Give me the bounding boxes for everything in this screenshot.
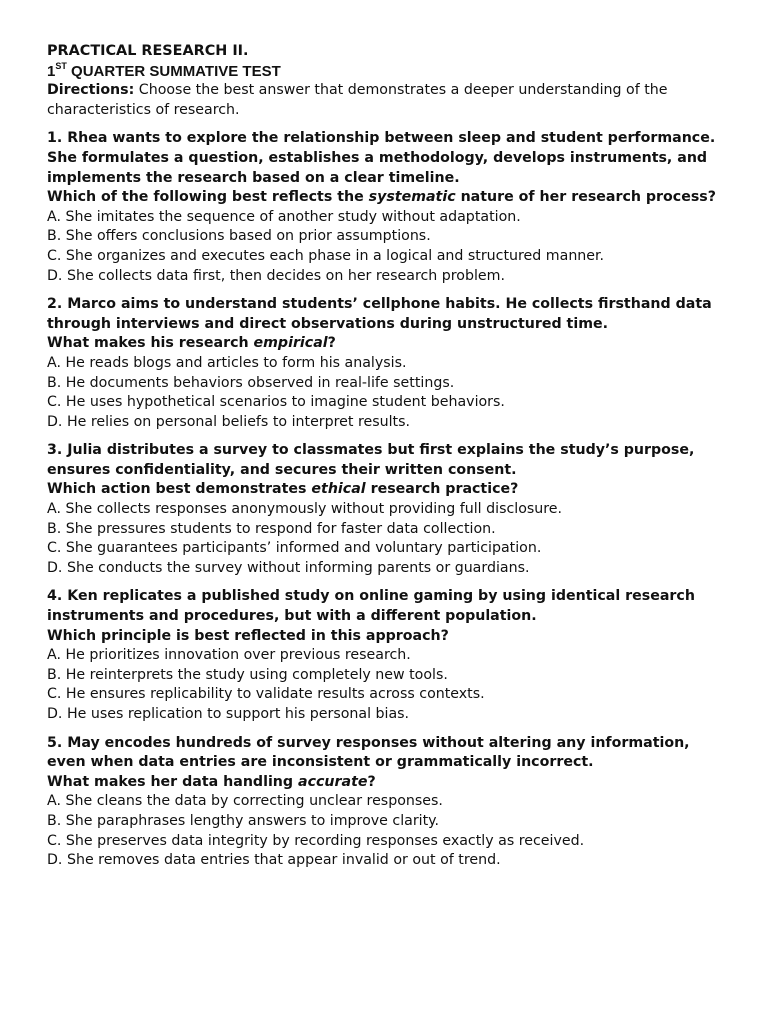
question-stem: 1. Rhea wants to explore the relationship between sleep and student performance. She formulates a question, establishes a methodology, develops instruments, and implements the research based on a clear timeline.	[47, 130, 716, 186]
quarter-number: 1	[47, 62, 56, 80]
option-a: A. She cleans the data by correcting unclear responses.	[47, 793, 443, 810]
prompt-text-end: ?	[327, 335, 336, 352]
option-a: A. He reads blogs and articles to form his analysis.	[47, 354, 407, 371]
option-b: B. He reinterprets the study using completely new tools.	[47, 666, 448, 683]
prompt-emphasis: systematic	[368, 189, 456, 206]
option-c: C. She organizes and executes each phase in a logical and structured manner.	[47, 247, 605, 264]
directions-text: Choose the best answer that demonstrates a deeper understanding of the characteristics of research.	[47, 82, 668, 118]
option-d: D. She collects data first, then decides on her research problem.	[47, 267, 505, 284]
option-c: C. She preserves data integrity by recording responses exactly as received.	[47, 832, 585, 849]
prompt-text: Which of the following best reflects the	[47, 189, 369, 206]
question-prompt	[47, 480, 728, 500]
option-a: A. She collects responses anonymously without providing full disclosure.	[47, 501, 563, 518]
option-b: B. She pressures students to respond for faster data collection.	[47, 520, 496, 537]
option-d: D. He uses replication to support his personal bias.	[47, 706, 410, 722]
directions-label: Directions:	[47, 82, 135, 99]
quarter-suffix: ST	[55, 60, 67, 71]
test-title-text: QUARTER SUMMATIVE TEST	[66, 62, 281, 80]
question-5	[47, 734, 728, 871]
question-prompt	[47, 334, 728, 354]
option-c: C. He ensures replicability to validate results across contexts.	[47, 686, 485, 703]
prompt-text: What makes his research	[47, 335, 254, 352]
prompt-text-end: research practice?	[365, 481, 519, 498]
prompt-emphasis: accurate	[298, 773, 368, 790]
prompt-text-end: ?	[367, 773, 376, 790]
option-c: C. She guarantees participants’ informed and voluntary participation.	[47, 540, 542, 557]
question-stem: 2. Marco aims to understand students’ cellphone habits. He collects firsthand data through interviews and direct observations during unstructured time.	[47, 296, 712, 332]
option-d: D. She removes data entries that appear invalid or out of trend.	[47, 852, 501, 869]
prompt-text: What makes her data handling	[47, 773, 298, 790]
question-4	[47, 587, 728, 724]
option-b: B. She paraphrases lengthy answers to improve clarity.	[47, 812, 440, 829]
question-stem: 4. Ken replicates a published study on online gaming by using identical research instruments and procedures, but with a different population.	[47, 588, 695, 625]
option-b: B. She offers conclusions based on prior assumptions.	[47, 228, 431, 245]
prompt-text: Which action best demonstrates	[47, 481, 312, 498]
question-prompt	[47, 188, 728, 208]
option-d: D. He relies on personal beliefs to interpret results.	[47, 413, 410, 430]
prompt-emphasis: empirical	[253, 335, 328, 352]
prompt-text-end: nature of her research process?	[455, 189, 716, 206]
question-2	[47, 295, 728, 432]
option-a: A. She imitates the sequence of another study without adaptation.	[47, 208, 521, 225]
directions	[47, 81, 728, 120]
option-b: B. He documents behaviors observed in real-life settings.	[47, 374, 455, 391]
option-d: D. She conducts the survey without informing parents or guardians.	[47, 559, 530, 576]
question-1	[47, 129, 728, 286]
question-prompt	[47, 627, 728, 647]
prompt-emphasis: ethical	[311, 481, 366, 498]
option-a: A. He prioritizes innovation over previous research.	[47, 647, 411, 664]
prompt-text: Which principle is best reflected in this approach?	[47, 627, 449, 644]
question-stem: 5. May encodes hundreds of survey responses without altering any information, even when data entries are inconsistent or grammatically incorrect.	[47, 734, 690, 771]
test-title	[47, 62, 728, 82]
question-stem: 3. Julia distributes a survey to classmates but first explains the study’s purpose, ensures confidentiality, and secures their written consent.	[47, 442, 695, 478]
question-3	[47, 441, 728, 578]
question-prompt	[47, 773, 728, 793]
option-c: C. He uses hypothetical scenarios to imagine student behaviors.	[47, 394, 505, 411]
document-title: PRACTICAL RESEARCH II.	[47, 43, 249, 59]
